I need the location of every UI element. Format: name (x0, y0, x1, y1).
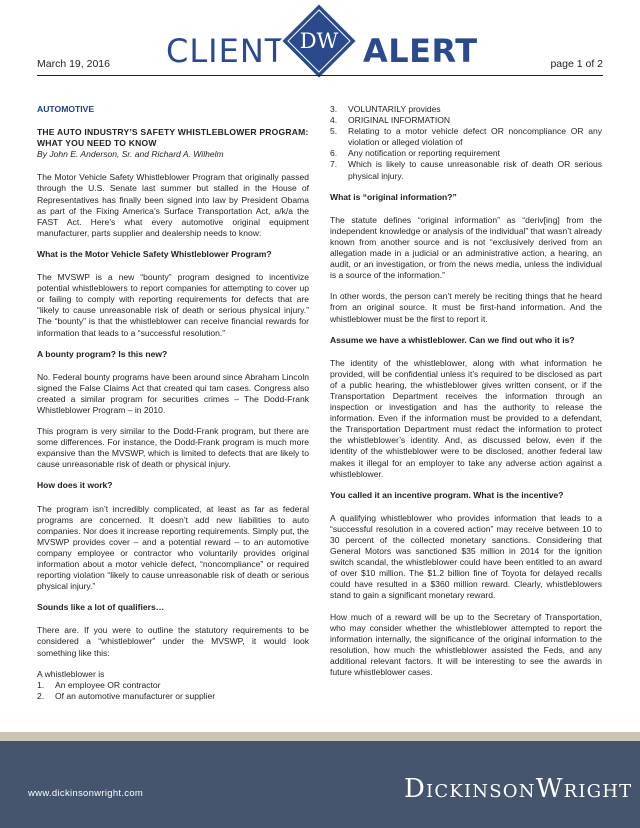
answer-paragraph: No. Federal bounty programs have been around since Abraham Lincoln signed the False Claims Act that created qui tam cases. Congress also created a similar program for securities crimes – The Dodd-Frank Whistleblower Program – in 2010. (37, 371, 309, 415)
list-item: 7. Which is likely to cause unreasonable risk of death OR serious physical injury. (330, 159, 602, 181)
question-heading: Sounds like a lot of qualifiers… (37, 602, 165, 613)
page-number: page 1 of 2 (550, 58, 603, 70)
list-item: 3. VOLUNTARILY provides (330, 104, 441, 114)
intro-paragraph: The Motor Vehicle Safety Whistleblower Program that originally passed through the U.S. Senate last summer but stalled in the House of Representatives has finally been signed into law by President Obama as part of the Fixing America’s Surface Transportation Act, a/k/a the FAST Act. Here’s what every automotive original equipment manufacturer, parts supplier and dealership needs to know: (37, 172, 309, 238)
question-heading: How does it work? (37, 480, 113, 491)
answer-paragraph: The identity of the whistleblower, along with what information he provided, will be confidential unless it’s required to be disclosed as part of a public hearing, the whistleblower gives written consent, or if the Transportation Department receives the information through an inspection or investigation and has the authority to release the information. Even if the information must be provided to a defendant, the Transportation Department must redact the information to protect the whistleblower’s identity. And, as discussed below, even if the identity of the whistleblower were to be disclosed, another federal law makes it illegal for an employer to take any adverse action against a whistleblower. (330, 357, 602, 479)
left-column (37, 104, 309, 712)
answer-paragraph: The program isn’t incredibly complicated, at least as far as federal programs are concerned. It doesn’t add new liabilities to auto companies. Nor does it increase reporting requirements. Simply put, the MVSWP provides cover – and a potential reward – to an automotive company employee or contractor who voluntarily provides original information about a motor vehicle defect, “noncompliance” or required reporting violation “likely to cause unreasonable risk of death or serious physical injury.” (37, 503, 309, 592)
question-heading: A bounty program? Is this new? (37, 348, 168, 359)
answer-paragraph: A qualifying whistleblower who provides information that leads to a “successful resolution in a covered action” may receive between 10 to 30 percent of the collected monetary sanctions. Considering that General Motors was sanctioned $35 million in 2014 for the ignition switch scandal, the whistleblower could have been entitled to an award of over $10 million. The $1.2 billion fine of Toyota for delayed recalls could have resulted in a $360 million reward. Clearly, whistleblowers stand to gain a significant monetary reward. (330, 512, 602, 601)
logo-letters: DW (299, 29, 339, 53)
byline: By John E. Anderson, Sr. and Richard A. Wilhelm (37, 149, 224, 160)
answer-paragraph: This program is very similar to the Dodd-Frank program, but there are some differences. For instance, the Dodd-Frank program is much more expansive than the MVSWP, which is limited to defects that are likely to cause unreasonable risk of death or physical injury. (37, 426, 309, 470)
answer-paragraph: How much of a reward will be up to the Secretary of Transportation, who may consider whether the whistleblower attempted to report the information internally, the significance of the original information to the resolution, how much the whistleblower assisted the Feds, and any additional relevant factors. It will be interesting to see the awards in future whistleblower cases. (330, 611, 602, 678)
answer-paragraph: In other words, the person can’t merely be reciting things that he heard from an original source. It must be first-hand information. And the whistleblower must be the first to report it. (330, 291, 602, 324)
dickinson-wright-logo: DICKINSONWRIGHT (404, 774, 633, 804)
header-rule (37, 75, 603, 76)
question-heading: What is “original information?” (330, 191, 457, 202)
list-item: 5. Relating to a motor vehicle defect OR noncompliance OR any violation or alleged violation of (330, 126, 602, 148)
requirements-list (37, 680, 309, 702)
answer-paragraph: The MVSWP is a new “bounty” program designed to incentivize potential whistleblowers to report companies for attempting to cover up or failing to comply with reporting requirements for defects that are “likely to cause unreasonable risk of death or serious physical injury.” The “bounty” is that the whistleblower can receive financial rewards for information that leads to a “successful resolution.” (37, 272, 309, 338)
article-title-line-2: WHAT YOU NEED TO KNOW (37, 138, 157, 149)
section-label: AUTOMOTIVE (37, 104, 95, 114)
list-intro: A whistleblower is (37, 668, 105, 679)
client-wordmark: CLIENT (166, 32, 286, 70)
page-footer (0, 741, 640, 828)
list-item: 2. Of an automotive manufacturer or supplier (37, 690, 216, 701)
article-title-line-1: THE AUTO INDUSTRY’S SAFETY WHISTLEBLOWER PROGRAM: (37, 127, 309, 138)
alert-date: March 19, 2016 (37, 58, 110, 70)
footer-band (0, 732, 640, 741)
requirements-list-continued (330, 104, 602, 182)
answer-paragraph: There are. If you were to outline the statutory requirements to be considered a “whistleblower” under the MVSWP, it would look something like this: (37, 625, 309, 658)
answer-paragraph: The statute defines “original information” as “deriv[ing] from the independent knowledge or analysis of the individual” that wasn’t already known from another source and is not “exclusively derived from an allegation made in a judicial or an administrative action, a hearing, an audit, or an investigation, or from the news media, unless the individual is a source of the information.” (330, 214, 602, 281)
page-header (0, 0, 640, 90)
dw-diamond-logo (278, 0, 360, 82)
list-item: 1. An employee OR contractor (37, 679, 161, 690)
list-item: 4. ORIGINAL INFORMATION (330, 115, 451, 126)
list-item: 6. Any notification or reporting requirement (330, 148, 501, 159)
question-heading: Assume we have a whistleblower. Can we find out who it is? (330, 334, 575, 345)
right-column (330, 104, 602, 688)
alert-wordmark: ALERT (363, 32, 478, 70)
question-heading: You called it an incentive program. What is the incentive? (330, 489, 564, 500)
question-heading: What is the Motor Vehicle Safety Whistleblower Program? (37, 248, 272, 259)
website-link[interactable]: www.dickinsonwright.com (28, 788, 144, 799)
